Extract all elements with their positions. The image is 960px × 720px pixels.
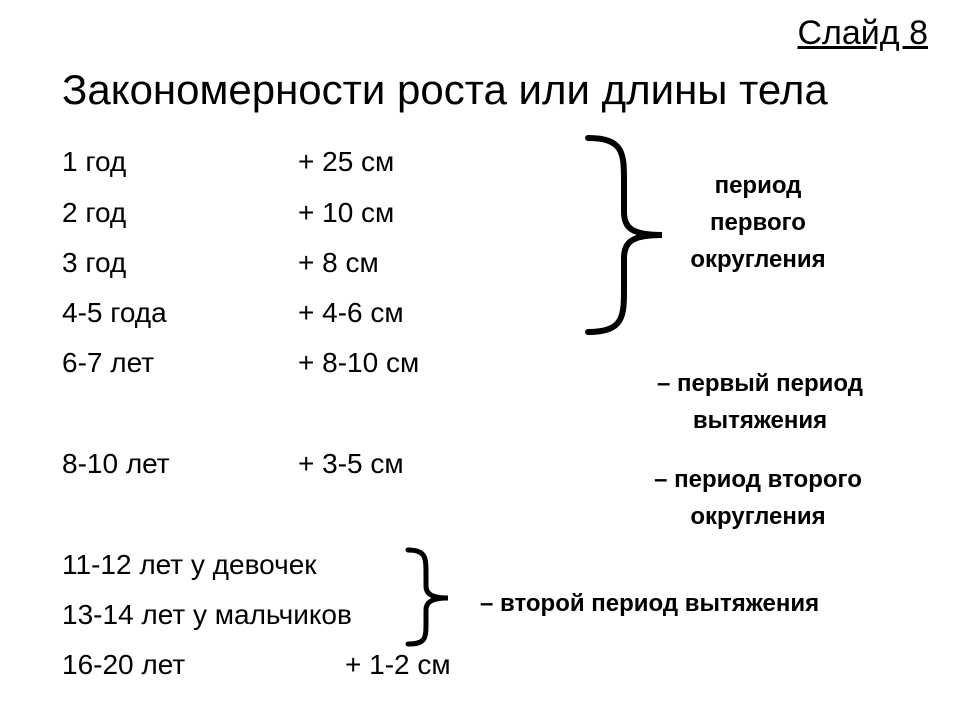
right-brace-icon <box>400 546 460 646</box>
note-line: округления <box>690 246 826 274</box>
age-label: 2 год <box>62 197 127 228</box>
height-gain: + 4-6 см <box>298 297 404 328</box>
note-line: вытяжения <box>692 407 828 435</box>
note-line: – первый период <box>656 370 864 397</box>
height-gain: + 8-10 см <box>298 347 420 378</box>
age-label: 13-14 лет у мальчиков <box>62 599 352 630</box>
age-label: 6-7 лет <box>62 347 155 378</box>
note-line: округления <box>690 503 826 531</box>
age-label: 16-20 лет <box>62 649 186 680</box>
age-label: 8-10 лет <box>62 448 170 479</box>
slide-number: Слайд 8 <box>797 14 928 52</box>
age-label: 3 год <box>62 247 127 278</box>
height-gain: + 3-5 см <box>298 448 404 479</box>
height-gain: + 25 см <box>298 146 395 177</box>
height-gain: + 1-2 см <box>345 649 451 680</box>
age-label: 11-12 лет у девочек <box>62 549 317 580</box>
note-line: период <box>714 172 802 199</box>
height-gain: + 8 см <box>298 247 379 278</box>
height-gain: + 10 см <box>298 197 395 228</box>
note-first-rounding <box>676 167 840 279</box>
note-line: первого <box>710 209 806 237</box>
right-brace-icon <box>580 132 680 342</box>
slide-title: Закономерности роста или длины тела <box>62 66 828 113</box>
note-second-stretch: – второй период вытяжения <box>480 590 820 617</box>
note-line: – период второго <box>654 466 862 493</box>
age-label: 4-5 года <box>62 297 167 328</box>
age-label: 1 год <box>62 146 127 177</box>
note-first-stretch <box>612 365 908 439</box>
note-second-rounding <box>606 461 910 535</box>
